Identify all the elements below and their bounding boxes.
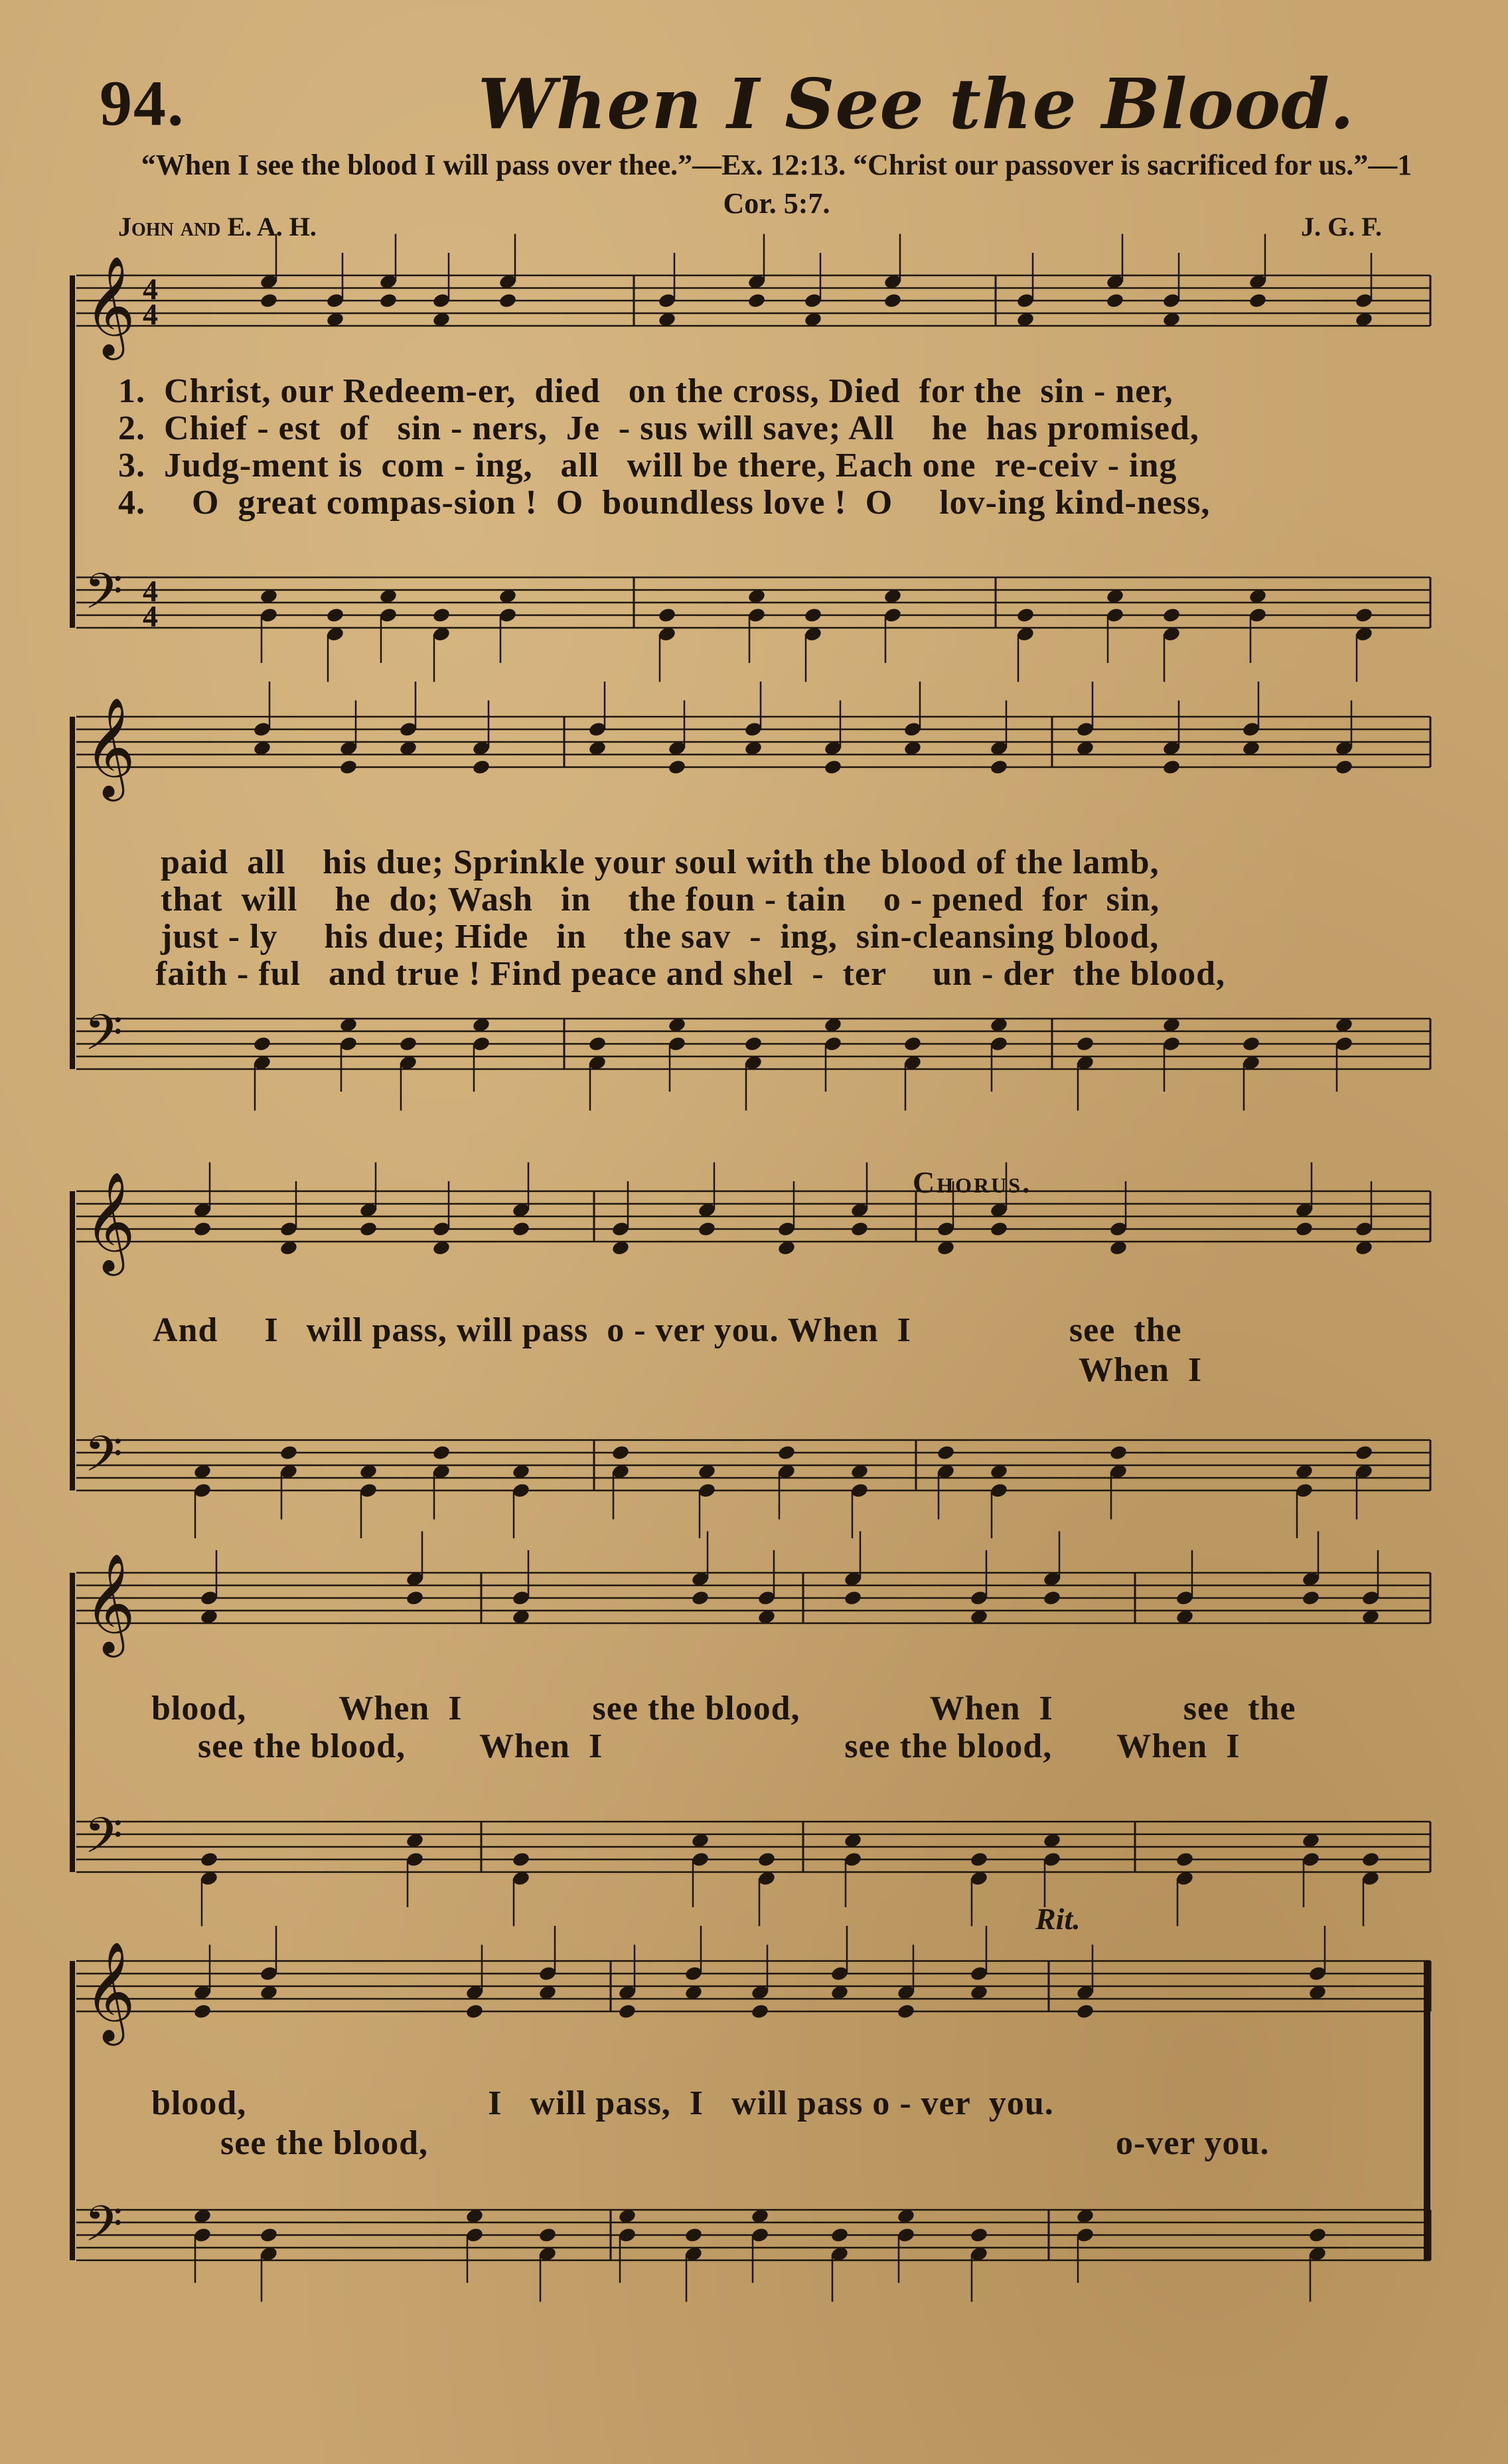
time-signature-digit: 4 — [143, 272, 158, 306]
note-head — [260, 292, 279, 309]
chorus-line-3-lower: see the blood, o-ver you. — [220, 2124, 1270, 2162]
verse-1-line-1: 1. Christ, our Redeem-er, died on the cross, Died for the sin - ner, — [118, 372, 1173, 410]
note-head — [379, 292, 398, 309]
note-head — [611, 1444, 631, 1461]
chorus-line-1: And I will pass, will pass o - ver you. When I see the — [153, 1311, 1182, 1349]
note-head — [538, 2226, 558, 2243]
system-brace — [70, 1961, 75, 2260]
note-head — [406, 1589, 425, 1606]
verse-3-line-1: 3. Judg-ment is com - ing, all will be there, Each one re-ceiv - ing — [118, 447, 1177, 484]
note-head — [897, 2003, 916, 2019]
hymn-number: 94. — [100, 68, 185, 139]
note-head — [684, 2226, 704, 2243]
chorus-line-1-lower: When I — [1079, 1351, 1203, 1389]
bass-clef-icon: 𝄢 — [84, 563, 123, 632]
note-head — [824, 759, 843, 775]
note-head — [844, 1589, 863, 1606]
verse-2-line-1: 2. Chief - est of sin - ners, Je - sus will save; All he has promised, — [118, 409, 1199, 447]
note-head — [903, 1035, 923, 1052]
note-head — [193, 2003, 212, 2019]
verse-1-line-2: paid all his due; Sprinkle your soul with the blood of the lamb, — [161, 843, 1160, 881]
note-head — [1355, 1444, 1374, 1461]
chorus-marking: Chorus. — [913, 1165, 1032, 1199]
note-head — [850, 1220, 869, 1237]
note-head — [1361, 1851, 1381, 1867]
note-head — [1162, 607, 1181, 623]
final-barline — [1424, 1961, 1430, 2260]
note-head — [830, 2226, 850, 2243]
staff-svg — [70, 1171, 1437, 1553]
note-head — [1335, 759, 1354, 775]
chorus-line-2: blood, When I see the blood, When I see the — [151, 1690, 1296, 1727]
chorus-line-2-lower: see the blood, When I see the blood, When I — [198, 1727, 1241, 1765]
note-head — [260, 2226, 279, 2243]
treble-clef-icon: 𝄞 — [84, 696, 135, 797]
note-head — [1175, 1851, 1195, 1867]
time-signature-digit: 4 — [143, 297, 158, 331]
system-brace — [70, 1191, 75, 1490]
note-head — [751, 2003, 770, 2019]
system-brace — [70, 1573, 75, 1872]
note-head — [744, 1035, 763, 1052]
note-head — [472, 759, 491, 775]
note-head — [339, 759, 358, 775]
bass-clef-icon: 𝄢 — [84, 1004, 123, 1074]
system-brace — [70, 717, 75, 1069]
note-head — [253, 1035, 272, 1052]
note-head — [747, 292, 767, 309]
note-head — [618, 2003, 637, 2019]
verse-2-line-2: that will he do; Wash in the foun - tain o - pened for sin, — [161, 881, 1160, 918]
note-head — [588, 1035, 607, 1052]
verse-4-line-1: 4. O great compas-sion ! O boundless love ! O lov-ing kind-ness, — [118, 484, 1211, 522]
note-head — [359, 1220, 378, 1237]
ritardando-marking: Rit. — [1035, 1902, 1081, 1936]
treble-clef-icon: 𝄞 — [84, 1552, 135, 1653]
note-head — [1043, 1589, 1062, 1606]
note-head — [757, 1851, 777, 1867]
note-head — [1355, 607, 1374, 623]
note-head — [1016, 607, 1035, 623]
note-head — [432, 607, 451, 623]
note-head — [1162, 759, 1181, 775]
note-head — [668, 759, 687, 775]
note-head — [658, 607, 677, 623]
time-signature-digit: 4 — [143, 574, 158, 608]
note-head — [512, 1851, 531, 1867]
note-head — [1295, 1220, 1314, 1237]
note-head — [804, 607, 823, 623]
treble-clef-icon: 𝄞 — [84, 1940, 135, 2041]
note-head — [465, 2003, 485, 2019]
treble-clef-icon: 𝄞 — [84, 1171, 135, 1271]
note-head — [512, 1220, 531, 1237]
note-head — [193, 1220, 212, 1237]
treble-clef-icon: 𝄞 — [84, 255, 135, 356]
note-head — [1109, 1444, 1128, 1461]
note-head — [1242, 1035, 1261, 1052]
note-head — [970, 1851, 989, 1867]
note-head — [990, 1220, 1009, 1237]
note-head — [1302, 1589, 1321, 1606]
note-head — [1248, 292, 1268, 309]
note-head — [970, 2226, 989, 2243]
note-head — [990, 759, 1009, 775]
chorus-line-3: blood, I will pass, I will pass o - ver you. — [151, 2084, 1054, 2122]
bass-clef-icon: 𝄢 — [84, 1425, 123, 1495]
bass-clef-icon: 𝄢 — [84, 1807, 123, 1877]
bass-clef-icon: 𝄢 — [84, 2195, 123, 2265]
note-head — [698, 1220, 717, 1237]
note-head — [200, 1851, 219, 1867]
music-credit: J. G. F. — [1301, 212, 1382, 242]
hymn-title: When I See the Blood. — [478, 63, 1355, 145]
note-head — [1076, 1035, 1095, 1052]
note-head — [498, 292, 518, 309]
note-head — [279, 1444, 299, 1461]
note-head — [937, 1444, 956, 1461]
note-head — [777, 1444, 796, 1461]
note-head — [399, 1035, 418, 1052]
words-credit: John and E. A. H. — [118, 212, 317, 242]
note-head — [1308, 2226, 1327, 2243]
note-head — [1076, 2003, 1095, 2019]
note-head — [1106, 292, 1125, 309]
note-head — [326, 607, 345, 623]
note-head — [432, 1444, 451, 1461]
verse-3-line-2: just - ly his due; Hide in the sav - ing, sin-cleansing blood, — [161, 918, 1160, 956]
time-signature-digit: 4 — [143, 599, 158, 633]
scripture-epigraph: “When I see the blood I will pass over thee.”—Ex. 12:13. “Christ our passover is sacrificed for us.”—1 Cor. 5:7. — [141, 149, 1412, 220]
system-brace — [70, 275, 75, 628]
note-head — [883, 292, 903, 309]
verse-4-line-2: faith - ful and true ! Find peace and shel - ter un - der the blood, — [155, 955, 1226, 993]
note-head — [691, 1589, 710, 1606]
